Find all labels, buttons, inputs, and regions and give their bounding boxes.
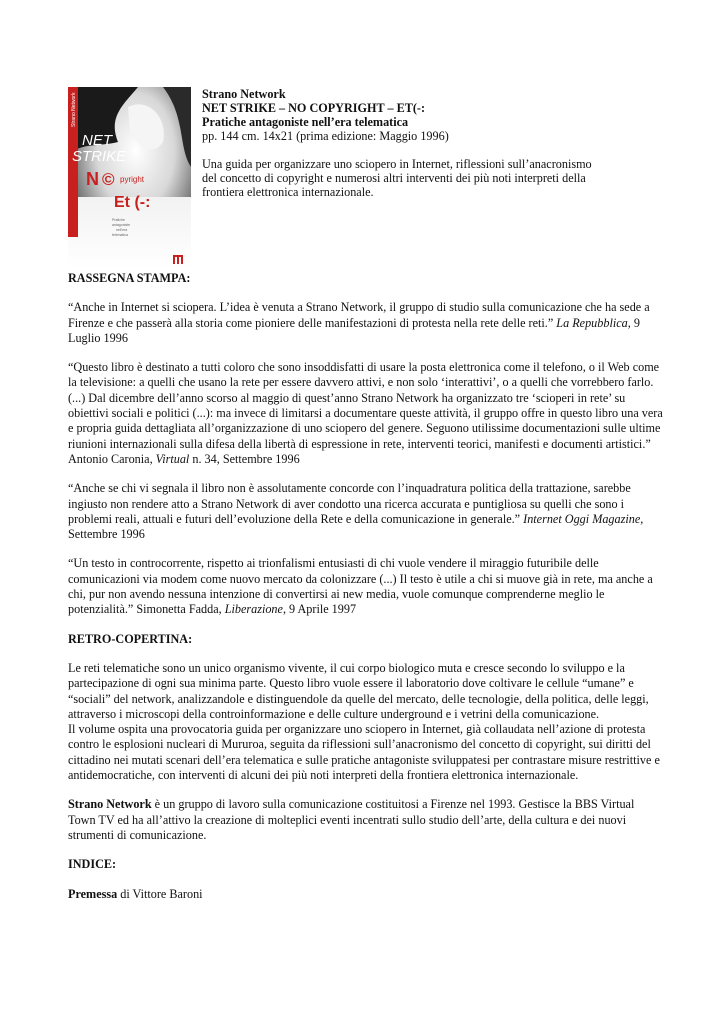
cover-subtitle-line1: Pratiche bbox=[112, 218, 125, 222]
book-description: Una guida per organizzare uno sciopero in Internet, riflessioni sull’anacronismo del concetto di copyright e numerosi altri interventi dei più noti interpreti della frontiera elettronica internazionale. bbox=[202, 157, 592, 199]
index-item-1 bbox=[68, 887, 664, 902]
press-quote-4-source: Liberazione bbox=[224, 602, 283, 617]
press-quote-2-date: n. 34, Settembre 1996 bbox=[189, 451, 300, 466]
cover-title-strike: STRIKE bbox=[72, 148, 127, 165]
book-title: NET STRIKE – NO COPYRIGHT – ET(-: bbox=[202, 101, 426, 115]
book-cover-image bbox=[68, 87, 191, 269]
press-quote-4-text: “Un testo in controcorrente, rispetto ai trionfalismi entusiasti di chi vuole vendere il miraggio futuribile delle comunicazioni via modem come nuovo mercato da colonizzare (...) Il testo è utile a chi si muove già in rete, ma anche a chi, pur non avendo nessuna intenzione di convertirsi ai new media, vuole comunque comprenderne meglio le potenzialità.” Simonetta Fadda, bbox=[68, 556, 653, 617]
back-cover-paragraph-1: Le reti telematiche sono un unico organismo vivente, il cui corpo biologico muta e cresce secondo lo sviluppo e la partecipazione di ogni sua minima parte. Questo libro vuole essere il laboratorio dove coltivare le cellule “umane” e “sociali” del network, analizzandole e distinguendole da quelle del mercato, delle tecnologie, della politica, delle leggi, attraverso i microscopi della controinformazione e delle culture underground e i vetrini della comunicazione. bbox=[68, 660, 649, 721]
cover-subtitle-line2: antagoniste bbox=[112, 223, 131, 227]
back-cover-group-description: è un gruppo di lavoro sulla comunicazione costituitosi a Firenze nel 1993. Gestisce la BBS Virtual Town TV ed ha all’attivo la creazione di molteplici eventi incentrati sullo studio dell’arte, della cultura e dei nuovi strumenti di comunicazione. bbox=[68, 797, 635, 842]
press-quote-3-text: “Anche se chi vi segnala il libro non è assolutamente concorde con l’inquadratura politica della trattazione, sarebbe ingiusto non rendere atto a Strano Network di aver condotto una ricerca accurata e puntigliosa su quelli che sono i problemi reali, attuali e futuri dell’evoluzione della Rete e della comunicazione in generale.” bbox=[68, 481, 631, 526]
document-body bbox=[68, 271, 664, 916]
cover-title-copyright-word: pyright bbox=[120, 175, 145, 184]
book-author: Strano Network bbox=[202, 87, 286, 101]
press-quote-4 bbox=[68, 556, 664, 617]
cover-artwork bbox=[68, 87, 191, 269]
press-quote-3-source: Internet Oggi Magazine bbox=[523, 511, 641, 526]
back-cover-paragraph-3 bbox=[68, 797, 664, 843]
cover-subtitle-line4: telematica bbox=[112, 233, 128, 237]
index-item-1-author: di Vittore Baroni bbox=[117, 886, 203, 901]
index-heading: INDICE: bbox=[68, 857, 117, 872]
press-quote-2 bbox=[68, 360, 664, 467]
press-heading: RASSEGNA STAMPA: bbox=[68, 271, 191, 285]
press-quote-1-date: , 9 Luglio 1996 bbox=[68, 315, 640, 345]
publisher-logo bbox=[173, 255, 183, 264]
back-cover-paragraph-2: Il volume ospita una provocatoria guida per organizzare uno sciopero in Internet, già collaudata nell’azione di protesta contro le esplosioni nucleari di Mururoa, seguita da riflessioni sull’anacronismo del concetto di copyright, sui diritti del cittadino nei mutati scenari dell’era telematica e sulle pratiche antagoniste sviluppatesi per contrastare misure restrittive e antidemocratiche, con interventi di alcuni dei più noti interpreti della frontiera elettronica internazionale. bbox=[68, 722, 660, 783]
press-quote-2-source: Virtual bbox=[155, 451, 190, 466]
cover-title-et: Et (-: bbox=[114, 194, 151, 211]
index-item-1-title: Premessa bbox=[68, 886, 118, 901]
press-quote-1 bbox=[68, 300, 664, 346]
press-quote-4-date: , 9 Aprile 1997 bbox=[282, 602, 357, 617]
press-quote-1-text: “Anche in Internet si sciopera. L’idea è venuta a Strano Network, il gruppo di studio sulla comunicazione che ha sede a Firenze e che passerà alla storia come pioniere delle manifestazioni di protesta nella rete delle reti.” bbox=[68, 300, 650, 330]
press-quote-3 bbox=[68, 481, 664, 542]
book-details: pp. 144 cm. 14x21 (prima edizione: Maggio 1996) bbox=[202, 129, 449, 143]
cover-title-net: NET bbox=[82, 132, 112, 149]
book-subtitle: Pratiche antagoniste nell’era telematica bbox=[202, 115, 409, 129]
cover-title-copyright-symbol: © bbox=[102, 170, 115, 189]
back-cover-heading: RETRO-COPERTINA: bbox=[68, 631, 193, 646]
press-quote-1-source: La Repubblica bbox=[556, 315, 628, 330]
cover-subtitle-line3: nell'era bbox=[116, 228, 128, 232]
press-quote-3-date: , Settembre 1996 bbox=[68, 511, 644, 542]
press-quote-2-text: “Questo libro è destinato a tutti coloro che sono insoddisfatti di usare la posta elettronica come il telefono, o il Web come la televisione: a quelli che usano la rete per essere davvero attivi, e non solo ‘interattivi’, o a quelli che vorrebbero farlo. (...) Dal dicembre dell’anno scorso al maggio di quest’anno Strano Network ha organizzato tre ‘scioperi in rete’ su obiettivi sociali e politici (...): ma invece di limitarsi a documentare queste attività, il gruppo offre in questo libro una vera e propria guida dettagliata all’organizzazione di uno sciopero del genere. Seguono utilissime documentazioni sulle ultime riunioni internazionali sulla difesa della libertà di espressione in rete, interventi teorici, manifesti e documenti artistici.” Antonio Caronia, bbox=[68, 360, 663, 466]
back-cover-group-name: Strano Network bbox=[68, 797, 152, 812]
cover-title-n: N bbox=[86, 169, 99, 189]
book-info bbox=[202, 87, 602, 199]
cover-spine-text: Strano Network bbox=[71, 92, 77, 127]
